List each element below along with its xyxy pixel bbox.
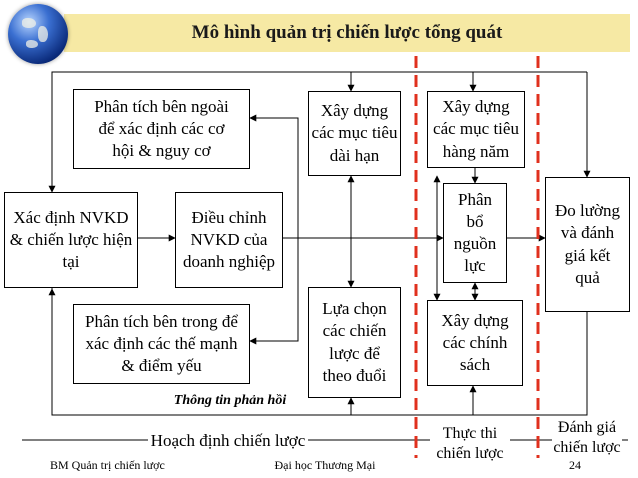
box-lua-chon-chien-luoc: Lựa chọn các chiến lược để theo đuổi bbox=[308, 287, 401, 398]
box-do-luong: Đo lường và đánh giá kết quả bbox=[545, 177, 630, 312]
box-dieu-chinh-nvkd: Điều chỉnh NVKD của doanh nghiệp bbox=[175, 192, 283, 288]
box-phan-tich-ben-ngoai: Phân tích bên ngoài để xác định các cơ hội & nguy cơ bbox=[73, 89, 250, 169]
phase-hoach-dinh: Hoạch định chiến lược bbox=[150, 431, 306, 450]
page-title: Mô hình quản trị chiến lược tổng quát bbox=[191, 22, 503, 43]
footer-left: BM Quản trị chiến lược bbox=[50, 458, 165, 472]
phase-thuc-thi: Thực thi chiến lược bbox=[436, 425, 504, 462]
phase-danh-gia: Đánh giá chiến lược bbox=[553, 419, 621, 456]
box-xac-dinh-nvkd: Xác định NVKD & chiến lược hiện tại bbox=[4, 192, 138, 288]
box-phan-bo-nguon-luc: Phân bổ nguồn lực bbox=[443, 183, 507, 283]
box-phan-tich-ben-trong: Phân tích bên trong để xác định các thế mạnh & điểm yếu bbox=[73, 304, 250, 384]
page-number: 24 bbox=[569, 458, 581, 472]
box-muc-tieu-hang-nam: Xây dựng các mục tiêu hàng năm bbox=[427, 91, 525, 168]
box-muc-tieu-dai-han: Xây dựng các mục tiêu dài hạn bbox=[308, 91, 401, 176]
footer-center: Đại học Thương Mại bbox=[274, 458, 376, 472]
box-chinh-sach: Xây dựng các chính sách bbox=[427, 300, 523, 386]
feedback-label: Thông tin phản hồi bbox=[173, 393, 287, 408]
